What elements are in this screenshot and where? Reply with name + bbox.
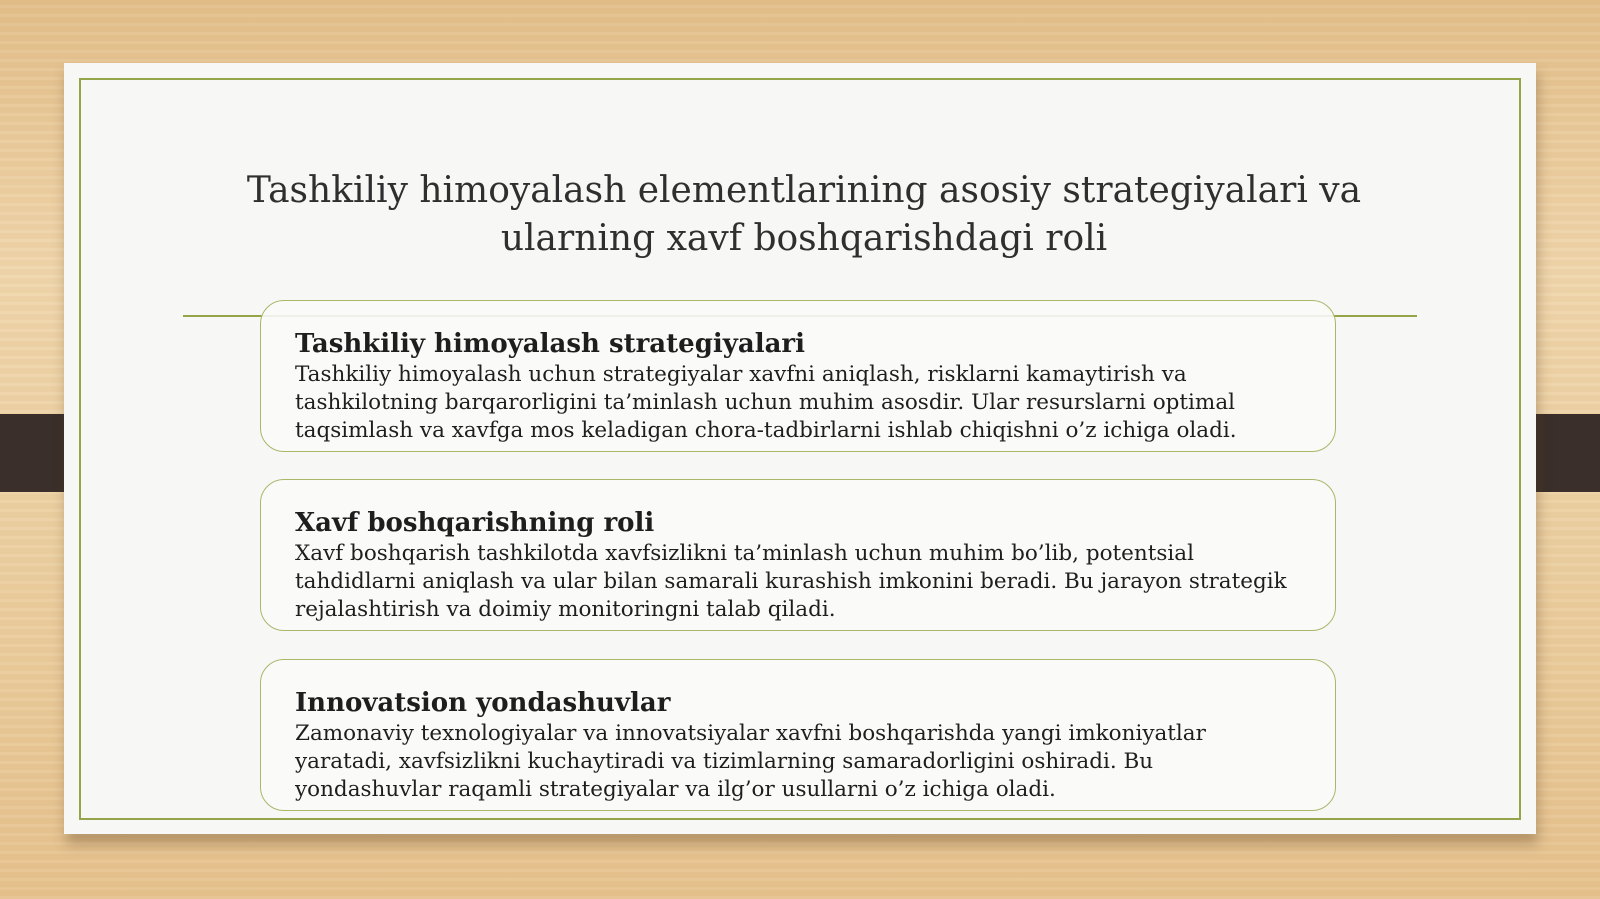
content-card [260, 659, 1336, 811]
content-card [260, 479, 1336, 631]
slide [64, 63, 1536, 834]
slide-title: Tashkiliy himoyalash elementlarining asosiy strategiyalari va ularning xavf boshqarishdagi roli [246, 170, 1362, 259]
card-text: Xavf boshqarish tashkilotda xavfsizlikni ta’minlash uchun muhim bo’lib, potentsial tahdidlarni aniqlash va ular bilan samarali kurashish imkonini beradi. Bu jarayon strategik rejalashtirish va doimiy monitoringni talab qiladi. [295, 541, 1287, 622]
card-text: Tashkiliy himoyalash uchun strategiyalar xavfni aniqlash, risklarni kamaytirish va tashkilotning barqarorligini ta’minlash uchun muhim asosdir. Ular resurslarni optimal taqsimlash va xavfga mos keladigan chora-tadbirlarni ishlab chiqishni o’z ichiga oladi. [295, 362, 1237, 443]
card-heading: Tashkiliy himoyalash strategiyalari [295, 329, 806, 359]
card-text: Zamonaviy texnologiyalar va innovatsiyalar xavfni boshqarishda yangi imkoniyatlar yaratadi, xavfsizlikni kuchaytiradi va tizimlarning samaradorligini oshiradi. Bu yondashuvlar raqamli strategiyalar va ilg’or usullarni o’z ichiga oladi. [295, 721, 1206, 802]
card-heading: Xavf boshqarishning roli [295, 508, 655, 538]
content-card [260, 300, 1336, 452]
card-heading: Innovatsion yondashuvlar [295, 688, 671, 718]
